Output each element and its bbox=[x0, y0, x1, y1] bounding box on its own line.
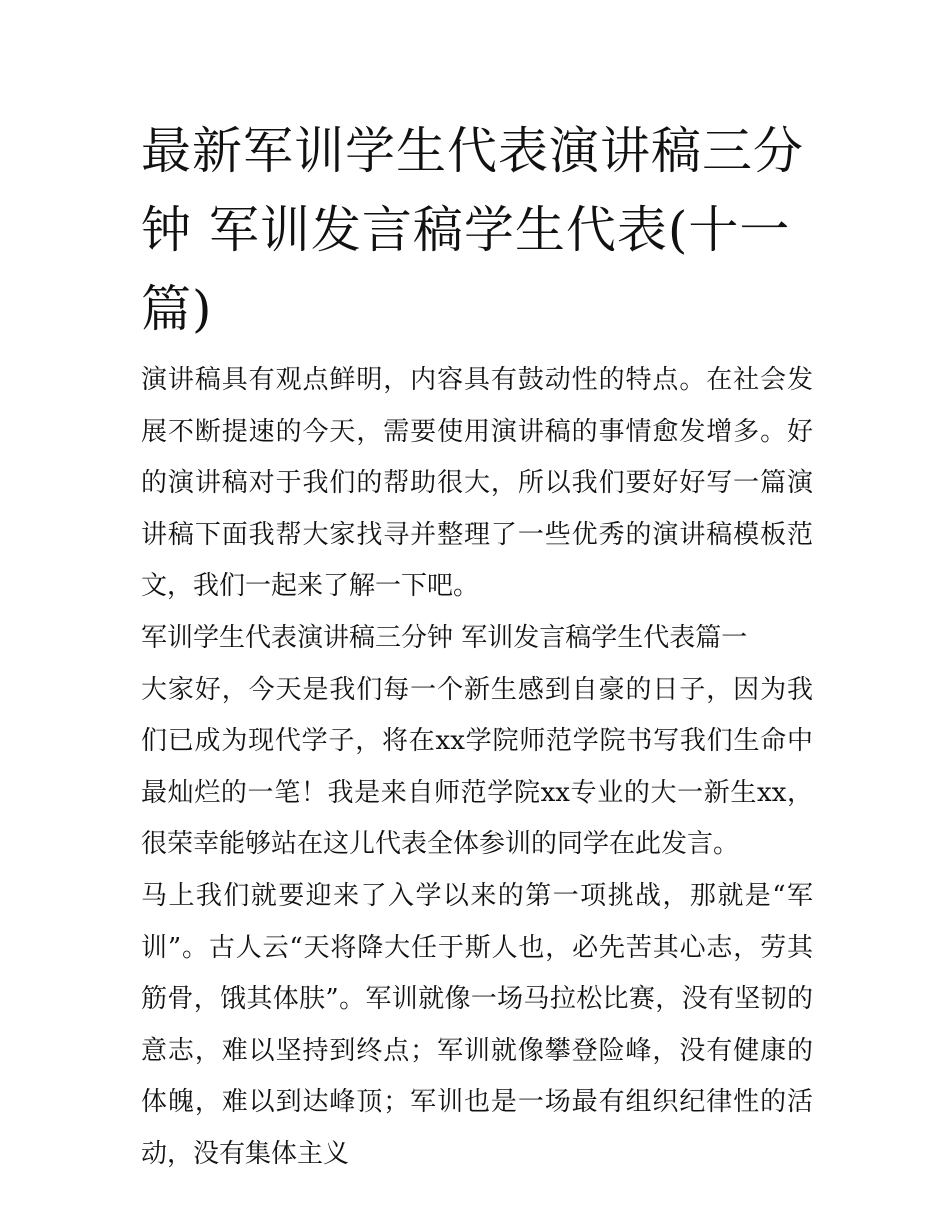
section-heading: 军训学生代表演讲稿三分钟 军训发言稿学生代表篇一 bbox=[141, 622, 748, 653]
document-content bbox=[141, 112, 813, 1181]
body-paragraph: 马上我们就要迎来了入学以来的第一项挑战，那就是“军训”。古人云“天将降大任于斯人也，必先苦其心志，劳其筋骨，饿其体肤”。军训就像一场马拉松比赛，没有坚韧的意志，难以坚持到终点；军训就像攀登险峰，没有健康的体魄，难以到达峰顶；军训也是一场最有组织纪律性的活动，没有集体主义 bbox=[141, 880, 813, 1169]
document-body bbox=[141, 355, 813, 1181]
intro-paragraph: 演讲稿具有观点鲜明，内容具有鼓动性的特点。在社会发展不断提速的今天，需要使用演讲稿的事情愈发增多。好的演讲稿对于我们的帮助很大，所以我们要好好写一篇演讲稿下面我帮大家找寻并整理了一些优秀的演讲稿模板范文，我们一起来了解一下吧。 bbox=[141, 365, 813, 602]
body-paragraph: 大家好，今天是我们每一个新生感到自豪的日子，因为我们已成为现代学子，将在xx学院师范学院书写我们生命中最灿烂的一笔！我是来自师范学院xx专业的大一新生xx，很荣幸能够站在这儿代表全体参训的同学在此发言。 bbox=[141, 674, 813, 860]
document-title: 最新军训学生代表演讲稿三分钟 军训发言稿学生代表(十一篇) bbox=[141, 122, 804, 338]
